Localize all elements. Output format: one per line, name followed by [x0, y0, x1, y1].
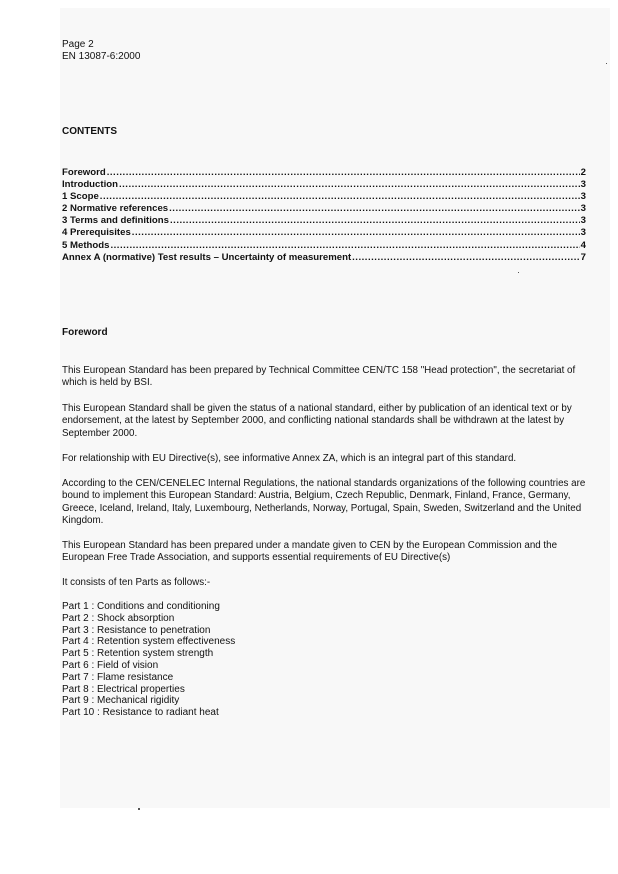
part-item: Part 1 : Conditions and conditioning: [62, 601, 220, 612]
foreword-paragraph: This European Standard shall be given the status of a national standard, either by publication of an identical text or by endorsement, at the latest by September 2000, and conflicting national standards shall be withdrawn at the latest by September 2000.: [62, 403, 572, 439]
toc-entry[interactable]: [62, 179, 586, 191]
toc-title: 1 Scope: [62, 191, 99, 203]
foreword-paragraph: It consists of ten Parts as follows:-: [62, 577, 211, 588]
scan-speck: [138, 808, 140, 810]
toc-page: 3: [580, 179, 586, 191]
toc-leader: [132, 227, 580, 239]
part-item: Part 4 : Retention system effectiveness: [62, 636, 236, 648]
toc-leader: [107, 167, 580, 179]
toc-entry[interactable]: [62, 240, 586, 252]
part-item: Part 7 : Flame resistance: [62, 671, 174, 683]
toc-title: Annex A (normative) Test results – Uncertainty of measurement: [62, 251, 352, 263]
toc-page: 3: [580, 203, 586, 215]
part-item: Part 9 : Mechanical rigidity: [62, 695, 180, 707]
part-item: Part 3 : Resistance to penetration: [62, 624, 211, 636]
part-item: Part 6 : Field of vision: [62, 659, 159, 671]
toc-page: 3: [580, 215, 586, 227]
toc-entry[interactable]: [62, 191, 586, 203]
toc-leader: [170, 215, 580, 227]
toc-page: 3: [580, 191, 586, 203]
scan-speck: [606, 63, 607, 64]
toc-title: 2 Normative references: [62, 203, 169, 215]
part-item: Part 8 : Electrical properties: [62, 683, 185, 695]
page-number: Page 2: [62, 39, 94, 50]
foreword-paragraph: For relationship with EU Directive(s), see informative Annex ZA, which is an integral part of this standard.: [62, 453, 517, 464]
foreword-heading: Foreword: [62, 327, 108, 338]
parts-list: [62, 601, 235, 719]
foreword-paragraph: According to the CEN/CENELEC Internal Regulations, the national standards organizations of the following countries are bound to implement this European Standard: Austria, Belgium, Czech Republic, Denmark, Finland, France, Germany, Greece, Iceland, Ireland, Italy, Luxembourg, Netherlands, Norway, Portugal, Spain, Sweden, Switzerland and the United Kingdom.: [62, 478, 586, 526]
toc-page: 2: [580, 167, 586, 178]
part-item: Part 5 : Retention system strength: [62, 648, 214, 660]
toc-leader: [110, 240, 579, 252]
toc-title: 5 Methods: [62, 239, 110, 251]
toc-title: 3 Terms and definitions: [62, 215, 169, 227]
toc-page: 4: [580, 239, 586, 251]
toc-leader: [100, 191, 580, 203]
scan-speck: [518, 272, 519, 273]
foreword-paragraph: This European Standard has been prepared by Technical Committee CEN/TC 158 "Head protection", the secretariat of which is held by BSI.: [62, 365, 576, 389]
foreword-paragraph: This European Standard has been prepared under a mandate given to CEN by the European Commission and the European Free Trade Association, and supports essential requirements of EU Directive(s): [62, 540, 558, 564]
contents-heading: CONTENTS: [62, 126, 117, 137]
toc-title: Foreword: [62, 167, 106, 178]
toc-entry[interactable]: [62, 227, 586, 239]
part-item: Part 10 : Resistance to radiant heat: [62, 707, 219, 719]
toc-entry[interactable]: [62, 203, 586, 215]
toc-leader: [169, 203, 580, 215]
toc-entry[interactable]: [62, 167, 586, 179]
document-id: EN 13087-6:2000: [62, 51, 141, 62]
toc-entry[interactable]: [62, 252, 586, 264]
toc-title: 4 Prerequisites: [62, 227, 131, 239]
toc-leader: [119, 179, 580, 191]
part-item: Part 2 : Shock absorption: [62, 612, 175, 624]
toc-page: 7: [580, 251, 586, 263]
toc-leader: [352, 252, 580, 264]
toc-entry[interactable]: [62, 215, 586, 227]
toc-title: Introduction: [62, 179, 118, 191]
table-of-contents: [62, 167, 586, 264]
toc-page: 3: [580, 227, 586, 239]
